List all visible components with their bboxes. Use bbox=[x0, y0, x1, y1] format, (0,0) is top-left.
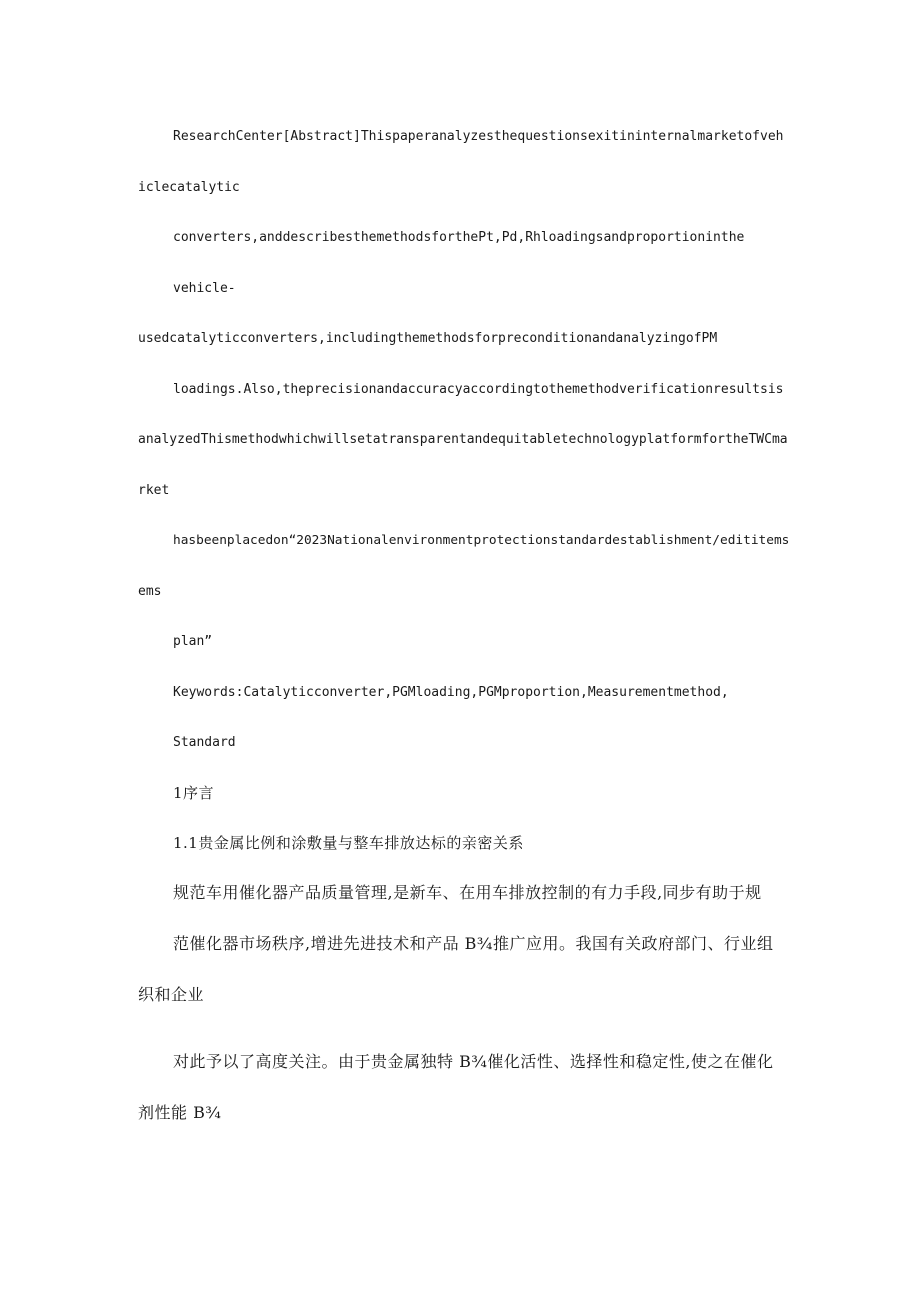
abstract-line-8: rket bbox=[138, 483, 170, 498]
abstract-line-5: usedcatalyticconverters,includingthemethodsforpreconditionandanalyzingofPM bbox=[138, 331, 718, 346]
abstract-line-7: analyzedThismethodwhichwillsetatransparentandequitabletechnologyplatformfortheTWCma bbox=[138, 432, 788, 447]
abstract-line-3: converters,anddescribesthemethodsforthePt,Pd,Rhloadingsandproportioninthe bbox=[173, 230, 745, 245]
keywords-continuation: Standard bbox=[173, 735, 236, 750]
body-line-5: 剂性能 B¾ bbox=[138, 1103, 222, 1122]
body-line-1: 规范车用催化器产品质量管理,是新车、在用车排放控制的有力手段,同步有助于规 bbox=[173, 883, 762, 902]
body-line-2: 范催化器市场秩序,增进先进技术和产品 B¾推广应用。我国有关政府部门、行业组 bbox=[173, 934, 774, 953]
abstract-line-2: iclecatalytic bbox=[138, 180, 240, 195]
abstract-line-6: loadings.Also,theprecisionandaccuracyaccordingtothemethodverificationresultsis bbox=[173, 382, 784, 397]
body-line-3: 织和企业 bbox=[138, 985, 205, 1004]
abstract-line-9: hasbeenplacedon“2023Nationalenvironmentprotectionstandardestablishment/edititems bbox=[173, 533, 790, 548]
subsection-heading: 1.1贵金属比例和涂敷量与整车排放达标的亲密关系 bbox=[173, 834, 524, 852]
abstract-line-1: ResearchCenter[Abstract]Thispaperanalyzesthequestionsexitininternalmarketofveh bbox=[173, 129, 784, 144]
section-heading: 1序言 bbox=[173, 784, 215, 802]
body-line-4: 对此予以了高度关注。由于贵金属独特 B¾催化活性、选择性和稳定性,使之在催化 bbox=[173, 1052, 774, 1071]
abstract-line-10: ems bbox=[138, 584, 162, 599]
abstract-line-4: vehicle- bbox=[173, 281, 236, 296]
abstract-line-11: plan” bbox=[173, 634, 213, 649]
keywords-line: Keywords:Catalyticconverter,PGMloading,PGMproportion,Measurementmethod, bbox=[173, 685, 729, 700]
